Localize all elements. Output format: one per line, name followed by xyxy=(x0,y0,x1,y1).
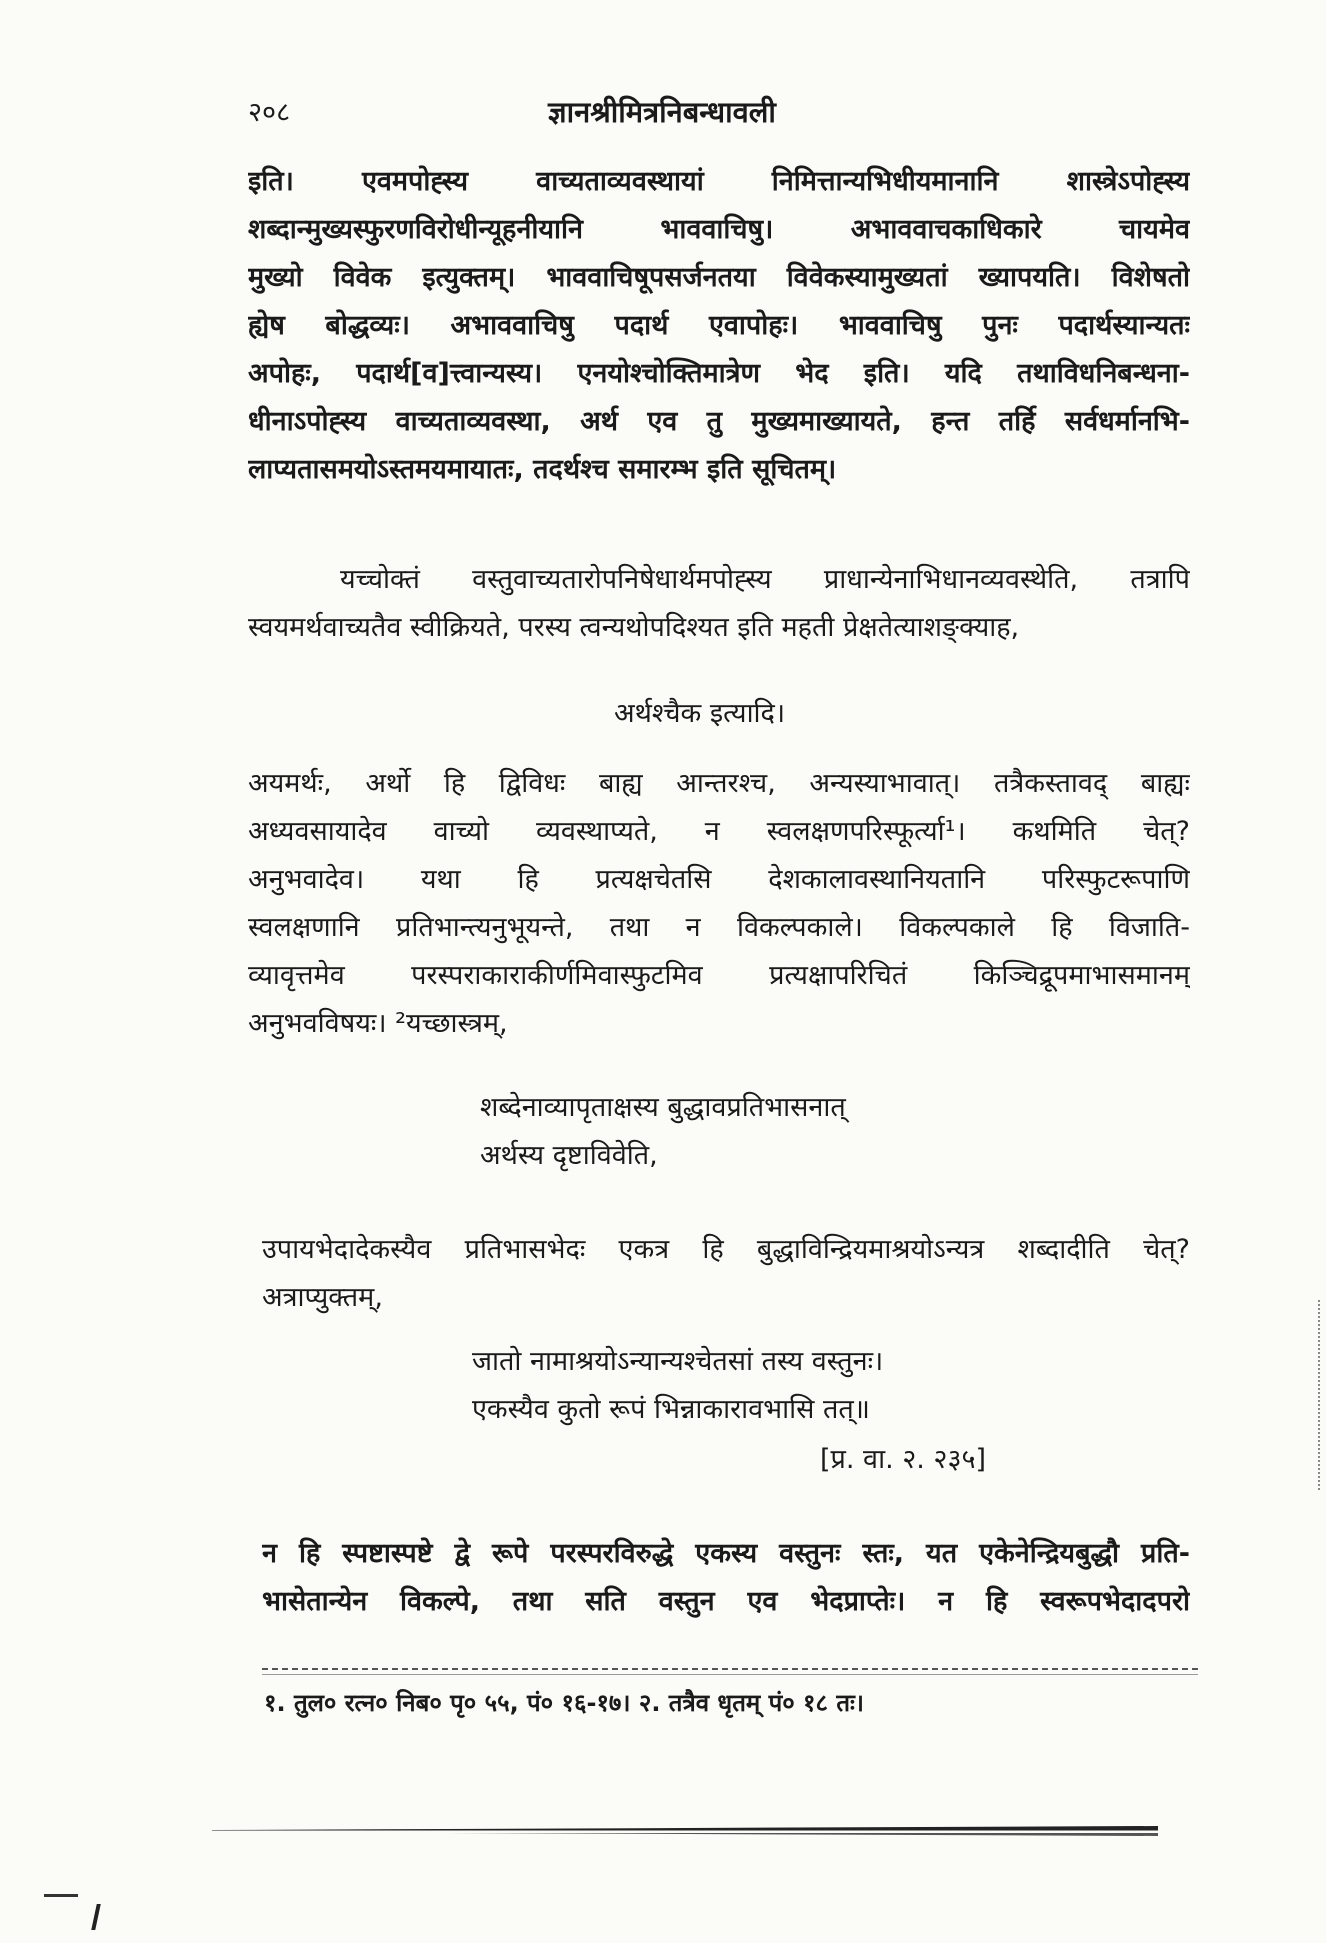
text-line: भासेतान्येन विकल्पे, तथा सति वस्तुन एव भेदप्राप्तेः। न हि स्वरूपभेदादपरो xyxy=(262,1586,1190,1617)
text-line: यच्चोक्तं वस्तुवाच्यतारोपनिषेधार्थमपोह्स्य प्राधान्येनाभिधानव्यवस्थेति, तत्रापि xyxy=(340,564,1190,595)
running-title: ज्ञानश्रीमित्रनिबन्धावली xyxy=(548,95,776,129)
text-line: स्वलक्षणानि प्रतिभान्त्यनुभूयन्ते, तथा न विकल्पकाले। विकल्पकाले हि विजाति- xyxy=(248,912,1190,943)
text-line: अनुभवादेव। यथा हि प्रत्यक्षचेतसि देशकालावस्थानियतानि परिस्फुटरूपाणि xyxy=(248,864,1190,895)
page-header xyxy=(248,92,1028,136)
paragraph-3 xyxy=(248,760,1190,1048)
text-line: लाप्यतासमयोऽस्तमयमायातः, तदर्थश्च समारम्भ इति सूचितम्। xyxy=(248,454,837,485)
text-line: अध्यवसायादेव वाच्यो व्यवस्थाप्यते, न स्वलक्षणपरिस्फूर्त्या¹। कथमिति चेत्? xyxy=(248,816,1190,847)
text-line: मुख्यो विवेक इत्युक्तम्। भाववाचिषूपसर्जनतया विवेकस्यामुख्यतां ख्यापयति। विशेषतो xyxy=(248,262,1190,293)
paragraph-5 xyxy=(262,1530,1190,1626)
verse-line: एकस्यैव कुतो रूपं भिन्नाकारावभासि तत्॥ xyxy=(472,1394,870,1425)
footnote-divider xyxy=(262,1668,1198,1670)
verse-reference: [प्र. वा. २. २३५] xyxy=(820,1444,987,1475)
text-line: धीनाऽपोह्स्य वाच्यताव्यवस्था, अर्थ एव तु मुख्यमाख्यायते, हन्त तर्हि सर्वधर्मानभि- xyxy=(248,406,1190,437)
footnotes: १. तुल० रत्न० निब० पृ० ५५, पं० १६-१७। २. तत्रैव धृतम् पं० १८ तः। xyxy=(264,1689,864,1717)
text-line: अत्राप्युक्तम्, xyxy=(262,1282,383,1313)
verse-line: शब्देनाव्यापृताक्षस्य बुद्धावप्रतिभासनात् xyxy=(480,1092,846,1123)
text-line: अयमर्थः, अर्थो हि द्विविधः बाह्य आन्तरश्च, अन्यस्याभावात्। तत्रैकस्तावद् बाह्यः xyxy=(248,768,1190,799)
paragraph-1 xyxy=(248,158,1190,494)
text-line: शब्दान्मुख्यस्फुरणविरोधीन्यूहनीयानि भाववाचिषु। अभाववाचकाधिकारे चायमेव xyxy=(248,214,1190,245)
text-line: अपोहः, पदार्थ[व]त्त्वान्यस्य। एनयोश्चोक्तिमात्रेण भेद इति। यदि तथाविधनिबन्धना- xyxy=(248,358,1190,389)
verse-line: अर्थस्य दृष्टाविवेति, xyxy=(480,1140,658,1171)
footnote-divider-line xyxy=(262,1674,1198,1675)
verse-2 xyxy=(472,1338,883,1434)
margin-mark xyxy=(91,1904,101,1930)
lemma: अर्थश्चैक इत्यादि। xyxy=(614,698,786,729)
text-line: अनुभवविषयः। ²यच्छास्त्रम्, xyxy=(248,1008,508,1039)
page-number: २०८ xyxy=(248,97,291,128)
scan-edge-noise xyxy=(1318,1300,1322,1490)
text-line: स्वयमर्थवाच्यतैव स्वीक्रियते, परस्य त्वन्यथोपदिश्यत इति महती प्रेक्षतेत्याशङ्क्याह, xyxy=(248,612,1020,643)
paragraph-2-rest xyxy=(248,604,1190,652)
text-line: व्यावृत्तमेव परस्पराकाराकीर्णमिवास्फुटमिव प्रत्यक्षापरिचितं किञ्चिद्रूपमाभासमानम् xyxy=(248,960,1190,991)
text-line: ह्येष बोद्धव्यः। अभाववाचिषु पदार्थ एवापोहः। भाववाचिषु पुनः पदार्थस्यान्यतः xyxy=(248,310,1190,341)
paragraph-2-first-line xyxy=(340,556,1190,604)
text-line: उपायभेदादेकस्यैव प्रतिभासभेदः एकत्र हि बुद्धाविन्द्रियमाश्रयोऽन्यत्र शब्दादीति चेत्? xyxy=(262,1234,1190,1265)
text-line: इति। एवमपोह्स्य वाच्यताव्यवस्थायां निमित्तान्यभिधीयमानानि शास्त्रेऽपोह्स्य xyxy=(248,166,1190,197)
scan-edge-rule xyxy=(212,1826,1158,1836)
verse-1 xyxy=(480,1084,846,1180)
margin-mark xyxy=(44,1894,78,1897)
text-line: न हि स्पष्टास्पष्टे द्वे रूपे परस्परविरुद्धे एकस्य वस्तुनः स्तः, यत एकेनेन्द्रियबुद्धौ प्रति- xyxy=(262,1538,1190,1569)
verse-line: जातो नामाश्रयोऽन्यान्यश्चेतसां तस्य वस्तुनः। xyxy=(472,1346,884,1377)
paragraph-4 xyxy=(262,1226,1190,1322)
